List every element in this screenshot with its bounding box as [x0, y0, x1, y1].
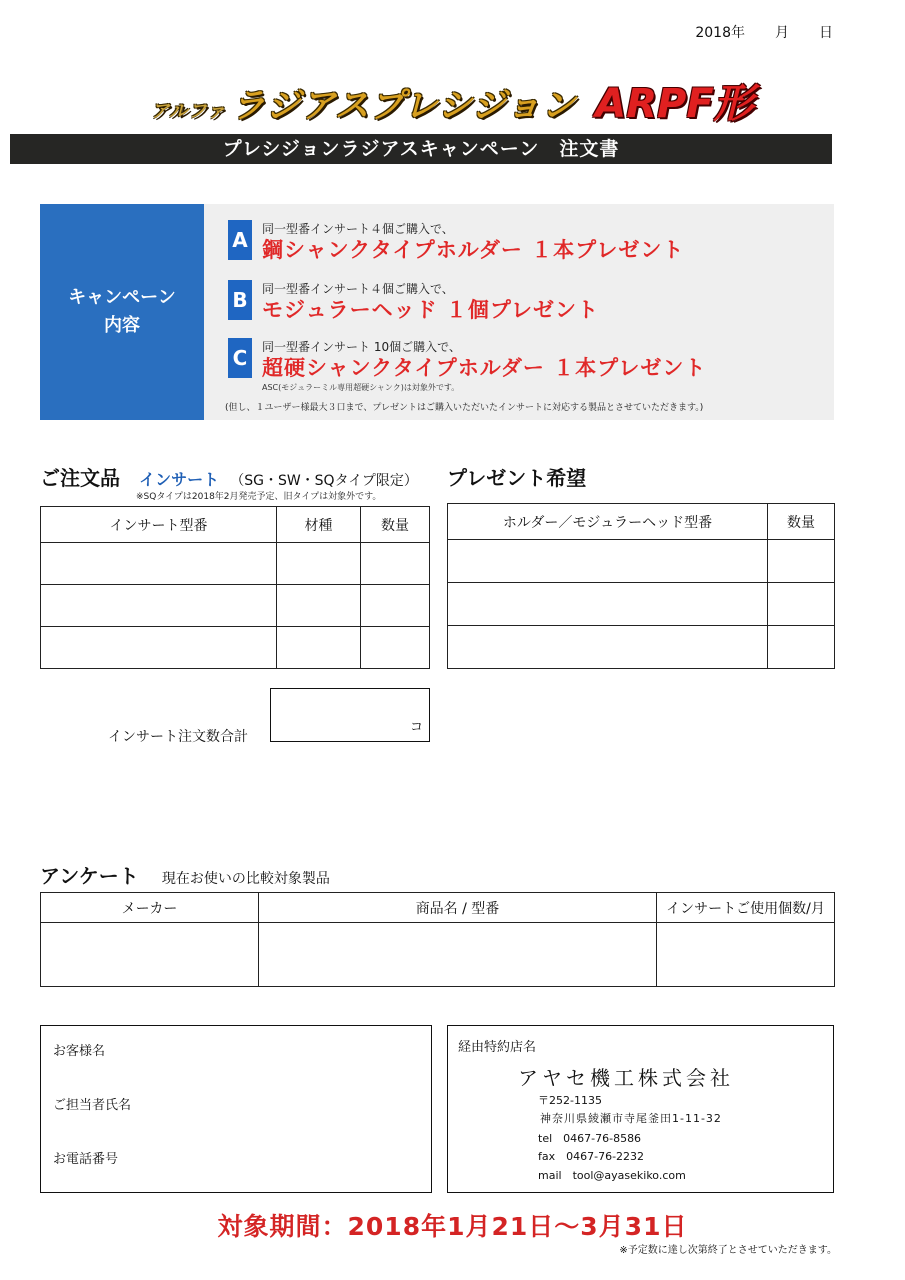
dealer-label: 経由特約店名 [458, 1040, 537, 1055]
dealer-postal: 〒252-1135 [538, 1094, 602, 1107]
survey-heading-row [40, 860, 330, 889]
campaign-label-line2: 内容 [104, 315, 140, 336]
subtitle-bar: プレシジョンラジアスキャンペーン 注文書 [10, 134, 832, 164]
table-row [41, 543, 430, 585]
survey-col-usage: インサートご使用個数/月 [657, 893, 835, 923]
campaign-condition: 同一型番インサート４個ご購入で、 [262, 282, 454, 296]
dealer-box [447, 1025, 834, 1193]
campaign-reward: 鋼シャンクタイプホルダー １本プレゼント [262, 238, 685, 262]
present-cell-qty[interactable] [768, 626, 835, 669]
survey-heading: アンケート [40, 864, 139, 888]
total-unit: コ [409, 720, 423, 735]
campaign-badge: A [228, 220, 252, 260]
table-header-row [41, 893, 835, 923]
order-cell-qty[interactable] [361, 543, 430, 585]
period-note: ※予定数に達し次第終了とさせていただきます。 [619, 1245, 837, 1256]
customer-phone-label: お電話番号 [53, 1152, 119, 1167]
order-product: インサート [139, 470, 220, 489]
order-cell-model[interactable] [41, 585, 277, 627]
order-cell-qty[interactable] [361, 627, 430, 669]
present-cell-model[interactable] [448, 540, 768, 583]
table-row [448, 626, 835, 669]
campaign-badge: C [228, 338, 252, 378]
table-row [448, 583, 835, 626]
table-header-row [448, 504, 835, 540]
campaign-period: 対象期間：2018年1月21日～3月31日 [217, 1212, 688, 1241]
customer-name-label: お客様名 [53, 1044, 106, 1059]
campaign-note: (但し、１ユーザー様最大３口まで、プレゼントはご購入いただいたインサートに対応する製品とさせていただきます。) [225, 403, 704, 413]
table-row [41, 627, 430, 669]
campaign-condition: 同一型番インサート 10個ご購入で、 [262, 340, 461, 354]
present-heading: プレゼント希望 [447, 466, 587, 490]
present-table [447, 503, 835, 669]
order-table [40, 506, 430, 669]
order-cell-model[interactable] [41, 627, 277, 669]
order-heading-row [40, 462, 418, 491]
date-year: 2018年 [695, 25, 745, 41]
survey-col-maker: メーカー [41, 893, 259, 923]
survey-cell-maker[interactable] [41, 923, 259, 987]
date-row [695, 22, 833, 42]
title-radius: ラジアスプレシジョン [231, 86, 577, 126]
total-field[interactable] [270, 688, 430, 742]
table-row [41, 923, 835, 987]
campaign-condition: 同一型番インサート４個ご購入で、 [262, 222, 454, 236]
survey-table [40, 892, 835, 987]
present-cell-model[interactable] [448, 626, 768, 669]
total-label: インサート注文数合計 [108, 729, 248, 745]
order-limit: （SG・SW・SQタイプ限定） [230, 473, 418, 489]
main-title [0, 72, 905, 128]
dealer-name: アヤセ機工株式会社 [518, 1066, 734, 1090]
campaign-label-line1: キャンペーン [68, 287, 176, 308]
order-heading: ご注文品 [40, 466, 120, 490]
date-day: 日 [819, 25, 833, 41]
title-alpha: アルファ [151, 101, 227, 122]
table-header-row [41, 507, 430, 543]
title-model: ARPF形 [595, 81, 754, 127]
present-cell-qty[interactable] [768, 540, 835, 583]
order-note: ※SQタイプは2018年2月発売予定、旧タイプは対象外です。 [136, 492, 382, 502]
customer-person-label: ご担当者氏名 [53, 1098, 132, 1113]
dealer-mail: mail tool@ayasekiko.com [538, 1169, 686, 1182]
date-month: 月 [775, 25, 789, 41]
present-col-qty: 数量 [768, 504, 835, 540]
survey-cell-product[interactable] [259, 923, 657, 987]
order-cell-grade[interactable] [277, 543, 361, 585]
present-cell-qty[interactable] [768, 583, 835, 626]
campaign-label [40, 204, 204, 420]
campaign-note-c: ASC(モジュラーミル専用超硬シャンク)は対象外です。 [262, 383, 460, 392]
order-cell-model[interactable] [41, 543, 277, 585]
order-cell-qty[interactable] [361, 585, 430, 627]
campaign-reward: 超硬シャンクタイプホルダー １本プレゼント [262, 356, 707, 380]
campaign-reward: モジュラーヘッド １個プレゼント [262, 298, 600, 322]
order-cell-grade[interactable] [277, 585, 361, 627]
order-col-grade: 材種 [277, 507, 361, 543]
dealer-tel: tel 0467-76-8586 [538, 1132, 642, 1145]
dealer-fax: fax 0467-76-2232 [538, 1150, 645, 1163]
table-row [41, 585, 430, 627]
present-col-model: ホルダー／モジュラーヘッド型番 [448, 504, 768, 540]
survey-col-product: 商品名 / 型番 [259, 893, 657, 923]
table-row [448, 540, 835, 583]
order-col-model: インサート型番 [41, 507, 277, 543]
present-cell-model[interactable] [448, 583, 768, 626]
campaign-badge: B [228, 280, 252, 320]
dealer-address: 神奈川県綾瀬市寺尾釜田1-11-32 [540, 1112, 722, 1125]
order-cell-grade[interactable] [277, 627, 361, 669]
order-col-qty: 数量 [361, 507, 430, 543]
survey-sub: 現在お使いの比較対象製品 [161, 871, 330, 887]
survey-cell-usage[interactable] [657, 923, 835, 987]
customer-box [40, 1025, 432, 1193]
